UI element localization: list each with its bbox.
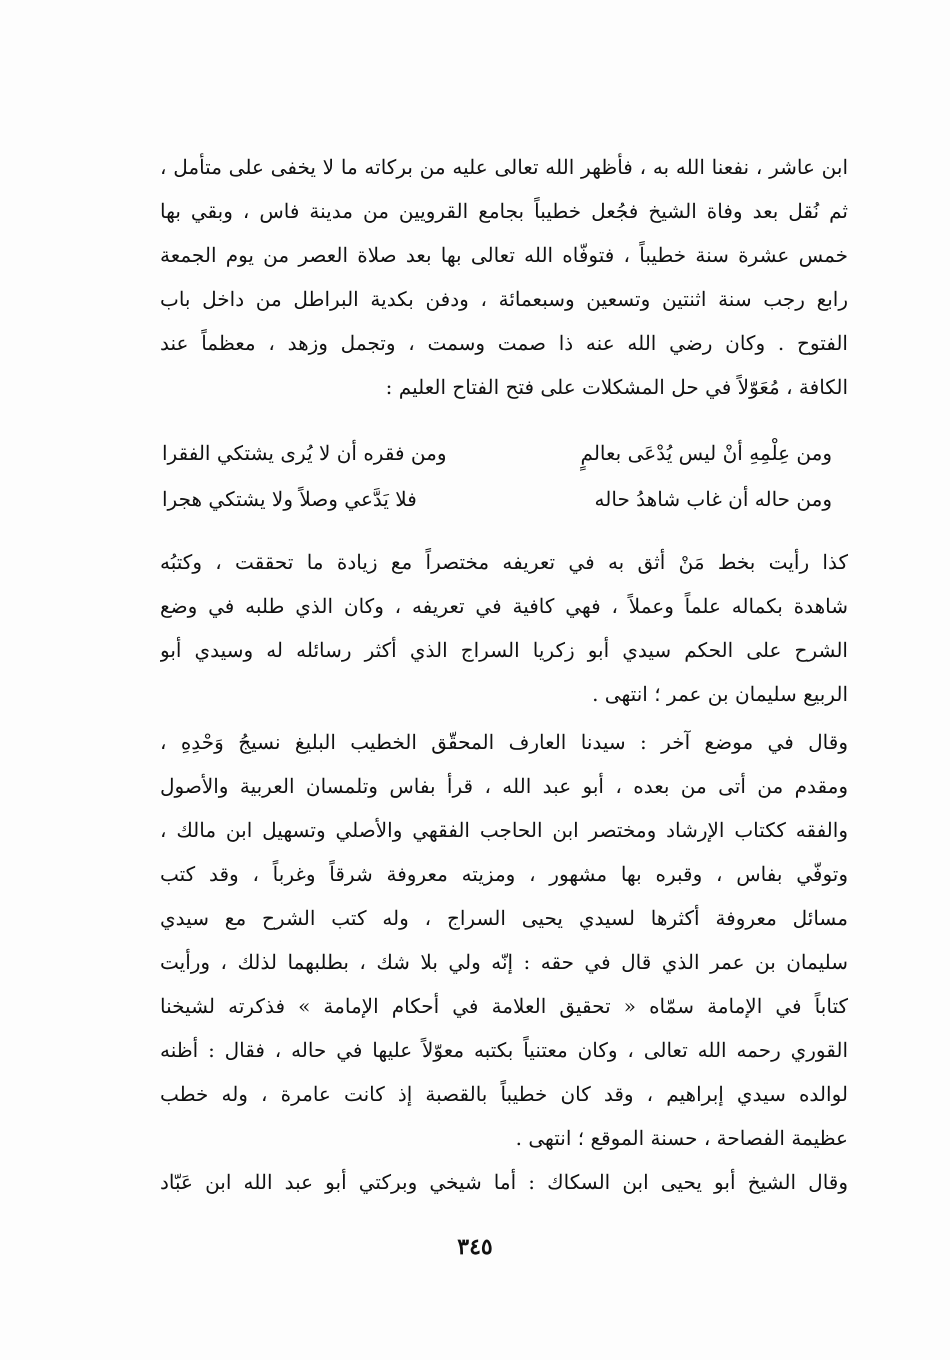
text-line: كذا رأيت بخط مَنْ أثق به في تعريفه مختصراً مع زيادة ما تحققت ، وكتبُه bbox=[160, 550, 848, 574]
text-line: لوالده سيدي إبراهيم ، وقد كان خطيباً بالقصبة إذ كانت عامرة ، وله خطب bbox=[160, 1082, 848, 1106]
paragraph-1 bbox=[160, 145, 848, 409]
text-line: وتوفّي بفاس ، وقبره بها مشهور ، ومزيته معروفة شرقاً وغرباً ، وقد كتب bbox=[160, 862, 848, 886]
verse-line bbox=[160, 476, 848, 522]
text-line: الربيع سليمان بن عمر ؛ انتهى . bbox=[592, 682, 848, 706]
verse-second-hemistich: ومن فقره أن لا يُرى يشتكي الفقرا bbox=[162, 441, 447, 465]
paragraph-3 bbox=[160, 720, 848, 1160]
text-line: وقال الشيخ أبو يحيى ابن السكاك : أما شيخي وبركتي أبو عبد الله ابن عَبّاد bbox=[160, 1170, 848, 1194]
text-line: مسائل معروفة أكثرها لسيدي يحيى السراج ، وله كتب الشرح مع سيدي bbox=[160, 906, 848, 930]
text-line: الكافة ، مُعَوّلاً في حل المشكلات على فتح الفتاح العليم : bbox=[385, 375, 848, 399]
text-line: رابع رجب سنة اثنتين وتسعين وسبعمائة ، ودفن بكدية البراطل من داخل باب bbox=[160, 287, 848, 311]
verse-line bbox=[160, 430, 848, 476]
text-line: عظيمة الفصاحة ، حسنة الموقع ؛ انتهى . bbox=[515, 1126, 848, 1150]
text-line: ابن عاشر ، نفعنا الله به ، فأظهر الله تعالى عليه من بركاته ما لا يخفى على متأمل ، bbox=[160, 155, 848, 179]
text-line: الشرح على الحكم سيدي أبو زكريا السراج الذي أكثر رسائله له وسيدي أبو bbox=[160, 638, 848, 662]
text-line: القوري رحمه الله تعالى ، وكان معتنياً بكتبه معوّلاً عليها في حاله ، فقال : أظنه bbox=[160, 1038, 848, 1062]
paragraph-2 bbox=[160, 540, 848, 716]
text-line: خمس عشرة سنة خطيباً ، فتوفّاه الله تعالى بها بعد صلاة العصر من يوم الجمعة bbox=[160, 243, 848, 267]
paragraph-4 bbox=[160, 1160, 848, 1204]
text-line: ومقدم من أتى من بعده ، أبو عبد الله ، قرأ بفاس وتلمسان العربية والأصول bbox=[160, 774, 848, 798]
verse-second-hemistich: فلا يَدَّعي وصلاً ولا يشتكي هجرا bbox=[162, 487, 417, 511]
text-line: كتاباً في الإمامة سمّاه « تحقيق العلامة في أحكام الإمامة » فذكرته لشيخنا bbox=[160, 994, 848, 1018]
text-line: والفقه ككتاب الإرشاد ومختصر ابن الحاجب الفقهي والأصلي وتسهيل ابن مالك ، bbox=[160, 818, 848, 842]
verse-first-hemistich: ومن عِلْمِهِ أنْ ليس يُدْعَى بعالمٍ bbox=[580, 441, 832, 465]
text-line: سليمان بن عمر الذي قال في حقه : إنّه ولي بلا شك ، بطلبهما لذلك ، ورأيت bbox=[160, 950, 848, 974]
verse-first-hemistich: ومن حاله أن غاب شاهدُ حاله bbox=[594, 487, 832, 511]
text-line: شاهدة بكماله علماً وعملاً ، فهي كافية في تعريفه ، وكان الذي طلبه في وضع bbox=[160, 594, 848, 618]
page-number: ٣٤٥ bbox=[457, 1234, 493, 1260]
text-line: ثم نُقل بعد وفاة الشيخ فجُعل خطيباً بجامع القرويين من مدينة فاس ، وبقي بها bbox=[160, 199, 848, 223]
text-line: وقال في موضع آخر : سيدنا العارف المحقّق الخطيب البليغ نسيجُ وَحْدِهِ ، bbox=[160, 730, 848, 754]
text-line: الفتوح . وكان رضي الله عنه ذا صمت وسمت ، وتجمل وزهد ، معظماً عند bbox=[160, 331, 848, 355]
poem-verses bbox=[160, 430, 848, 522]
